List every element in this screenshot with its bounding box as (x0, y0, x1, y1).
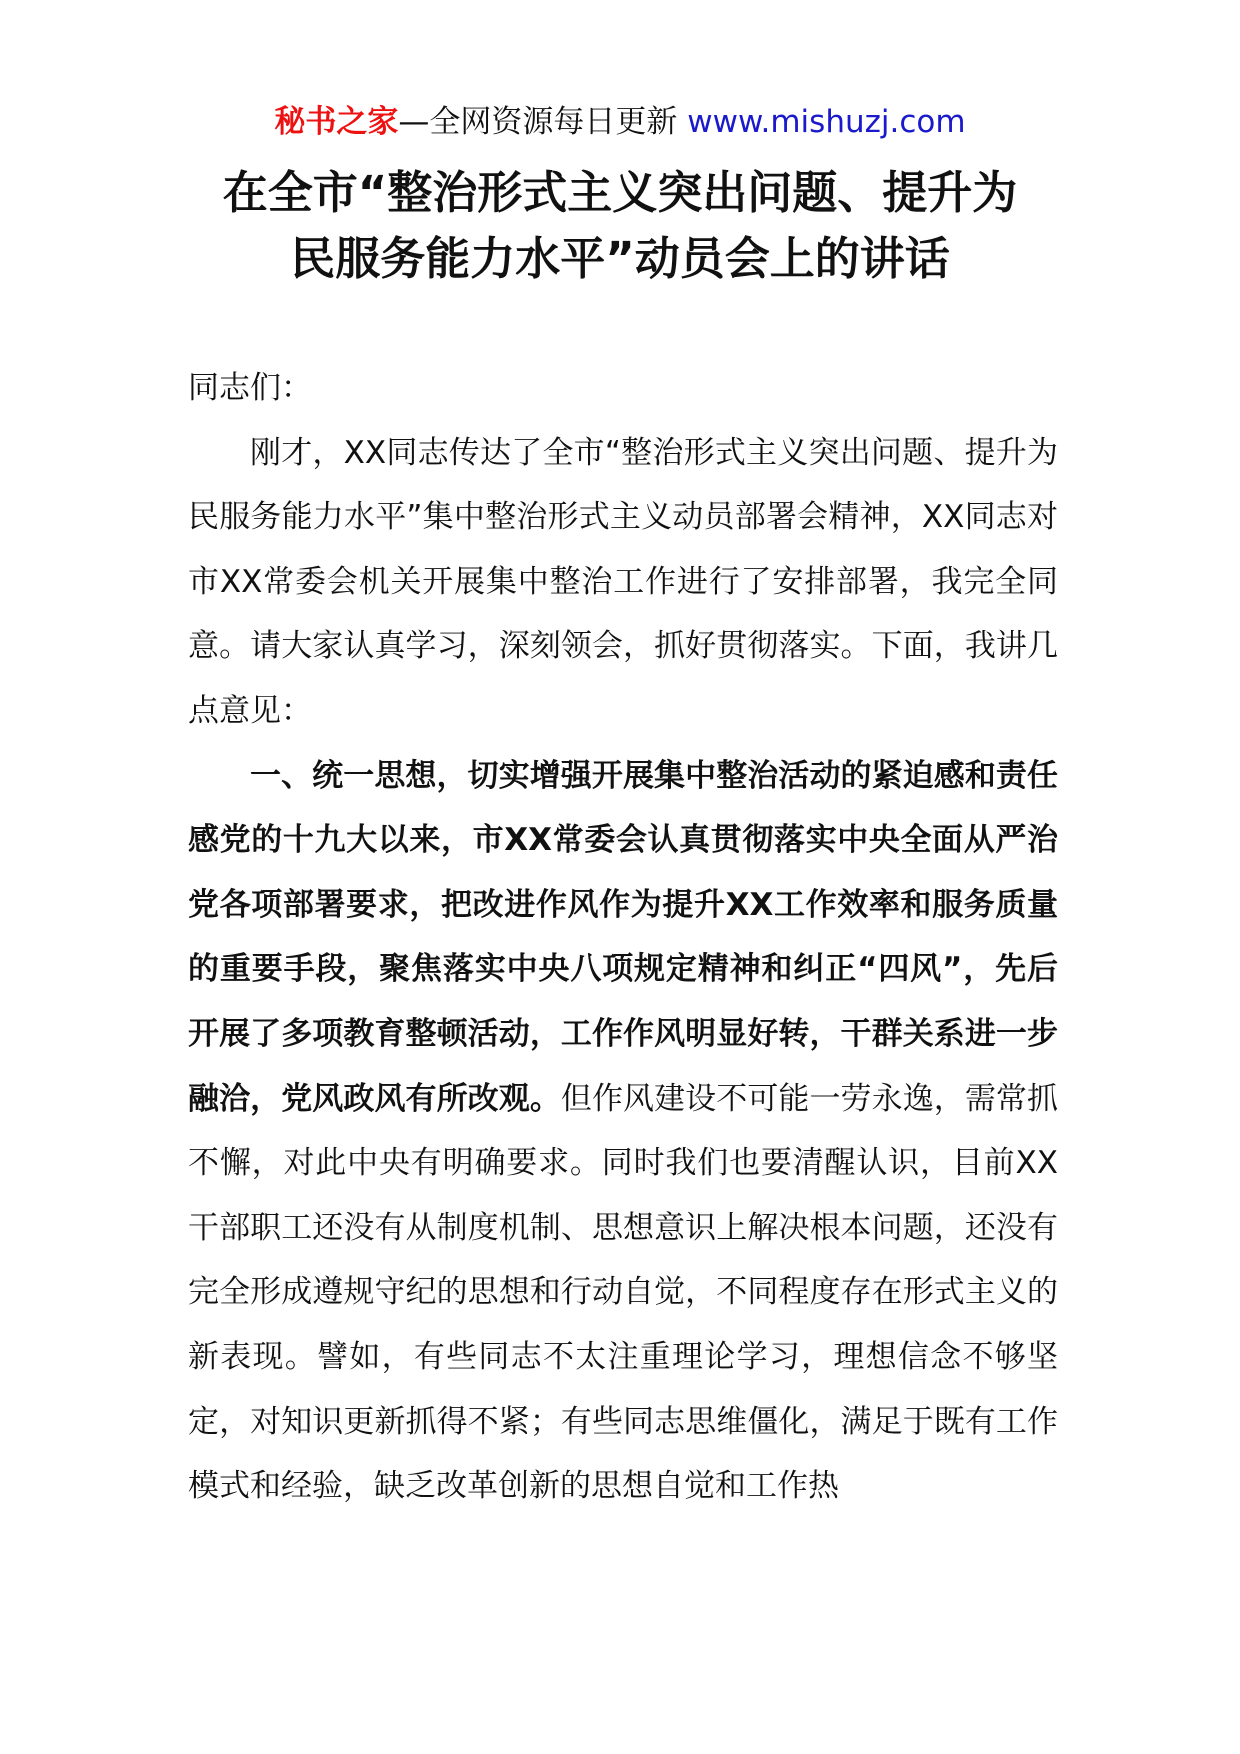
site-url[interactable]: www.mishuzj.com (687, 104, 966, 140)
paragraph-2-rest: 但作风建设不可能一劳永逸，需常抓不懈，对此中央有明确要求。同时我们也要清醒认识，目前XX干部职工还没有从制度机制、思想意识上解决根本问题，还没有完全形成遵规守纪的思想和行动自觉，不同程度存在形式主义的新表现。譬如，有些同志不太注重理论学习，理想信念不够坚定，对知识更新抓得不紧；有些同志思维僵化，满足于既有工作模式和经验，缺乏改革创新的思想自觉和工作热 (188, 1080, 1059, 1505)
document-title (0, 160, 1240, 292)
title-line-1: 在全市“整治形式主义突出问题、提升为 (222, 166, 1018, 219)
paragraph-2 (188, 744, 1058, 1519)
document-body (188, 356, 1058, 1519)
paragraph-1: 刚才，XX同志传达了全市“整治形式主义突出问题、提升为民服务能力水平”集中整治形式主义动员部署会精神，XX同志对市XX常委会机关开展集中整治工作进行了安排部署，我完全同意。请大家认真学习，深刻领会，抓好贯彻落实。下面，我讲几点意见： (188, 434, 1058, 729)
title-line-2: 民服务能力水平”动员会上的讲话 (290, 232, 950, 285)
header-slogan: —全网资源每日更新 (398, 104, 678, 140)
site-header (0, 100, 1240, 144)
salutation: 同志们： (188, 370, 312, 406)
brand-name: 秘书之家 (274, 104, 399, 140)
paragraph-2-bold: 一、统一思想，切实增强开展集中整治活动的紧迫感和责任感党的十九大以来，市XX常委会认真贯彻落实中央全面从严治党各项部署要求，把改进作风作为提升XX工作效率和服务质量的重要手段，聚焦落实中央八项规定精神和纠正“四风”，先后开展了多项教育整顿活动，工作作风明显好转，干群关系进一步融洽，党风政风有所改观。 (188, 757, 1058, 1117)
